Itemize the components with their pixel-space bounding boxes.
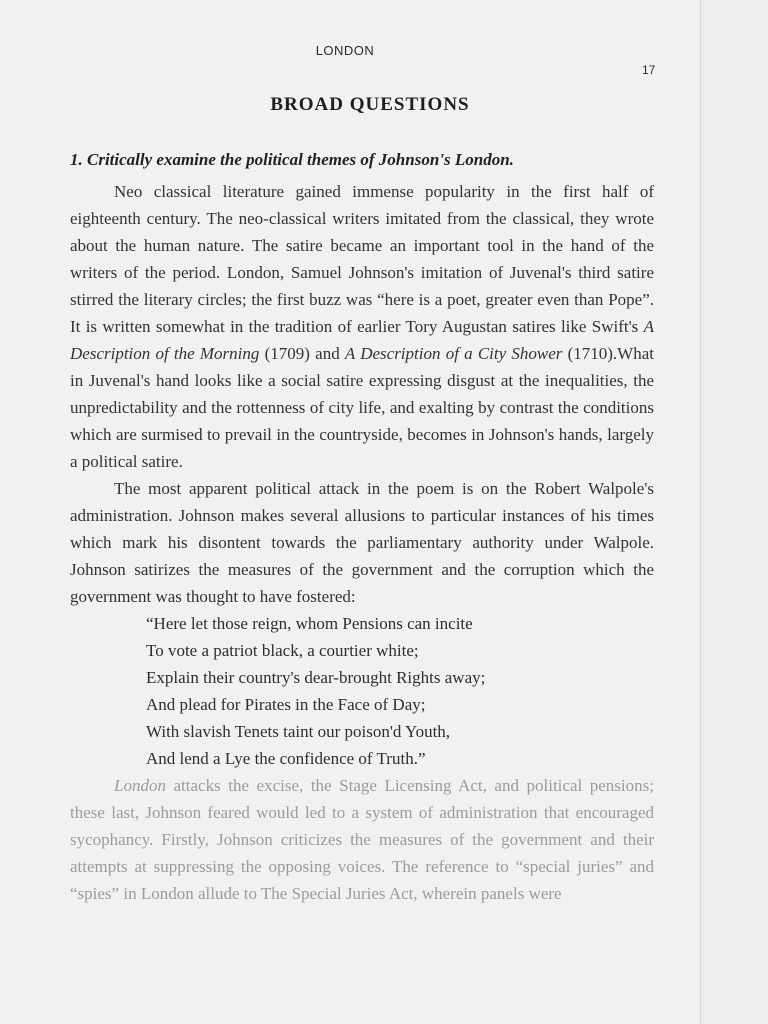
paragraph-2: The most apparent political attack in the poem is on the Robert Walpole's administration. Johnson makes several allusions to particular instances of his times which mark his disontent towards the parliamentary authority under Walpole. Johnson satirizes the measures of the government and the corruption which the government was thought to have fostered:: [70, 479, 654, 606]
poem-line: With slavish Tenets taint our poison'd Youth,: [146, 722, 451, 741]
poem-line: To vote a patriot black, a courtier white;: [146, 641, 419, 660]
poem-line: “Here let those reign, whom Pensions can incite: [146, 614, 473, 633]
paragraph-3: [70, 772, 654, 907]
paragraph-1-text-a: Neo classical literature gained immense popularity in the first half of eighteenth century. The neo-classical writers imitated from the classical, they wrote about the human nature. The satire became an important tool in the hand of the writers of the period. London, Samuel Johnson's imitation of Juvenal's third satire stirred the literary circles; the first buzz was “here is a poet, greater even than Pope”. It is written somewhat in the tradition of earlier Tory Augustan satires like Swift's: [70, 182, 654, 336]
faded-section: [70, 772, 654, 907]
title-london: London: [114, 776, 166, 795]
paragraph-1-text-c: (1710).What in Juvenal's hand looks like a social satire expressing disgust at the inequalities, the unpredictability and the rottenness of city life, and exalting by contrast the conditions which are surmised to prevail in the countryside, becomes in Johnson's hands, largely a political satire.: [70, 344, 654, 471]
running-head: LONDON: [315, 43, 375, 58]
paragraph-1-text-b: (1709) and: [259, 344, 345, 363]
poem-line: And lend a Lye the confidence of Truth.”: [146, 749, 426, 768]
question-heading: 1. Critically examine the political themes of Johnson's London.: [70, 150, 514, 169]
paragraph-3-text: attacks the excise, the Stage Licensing Act, and political pensions; these last, Johnson feared would led to a system of administration that encouraged sycophancy. Firstly, Johnson criticizes the measures of the government and their attempts at suppressing the opposing voices. The reference to “special juries” and “spies” in London allude to The Special Juries Act, wherein panels were: [70, 776, 654, 903]
body-text: [70, 178, 654, 907]
poem-line: Explain their country's dear-brought Rights away;: [146, 668, 486, 687]
title-city-shower: A Description of a City Shower: [344, 344, 563, 363]
poem-quote: [146, 610, 654, 772]
page-number: 17: [642, 63, 656, 77]
poem-line: And plead for Pirates in the Face of Day;: [146, 695, 426, 714]
title-description-of-morning: A Description of the Morning: [70, 317, 654, 363]
section-title: BROAD QUESTIONS: [270, 94, 470, 115]
paragraph-1: [70, 178, 654, 475]
